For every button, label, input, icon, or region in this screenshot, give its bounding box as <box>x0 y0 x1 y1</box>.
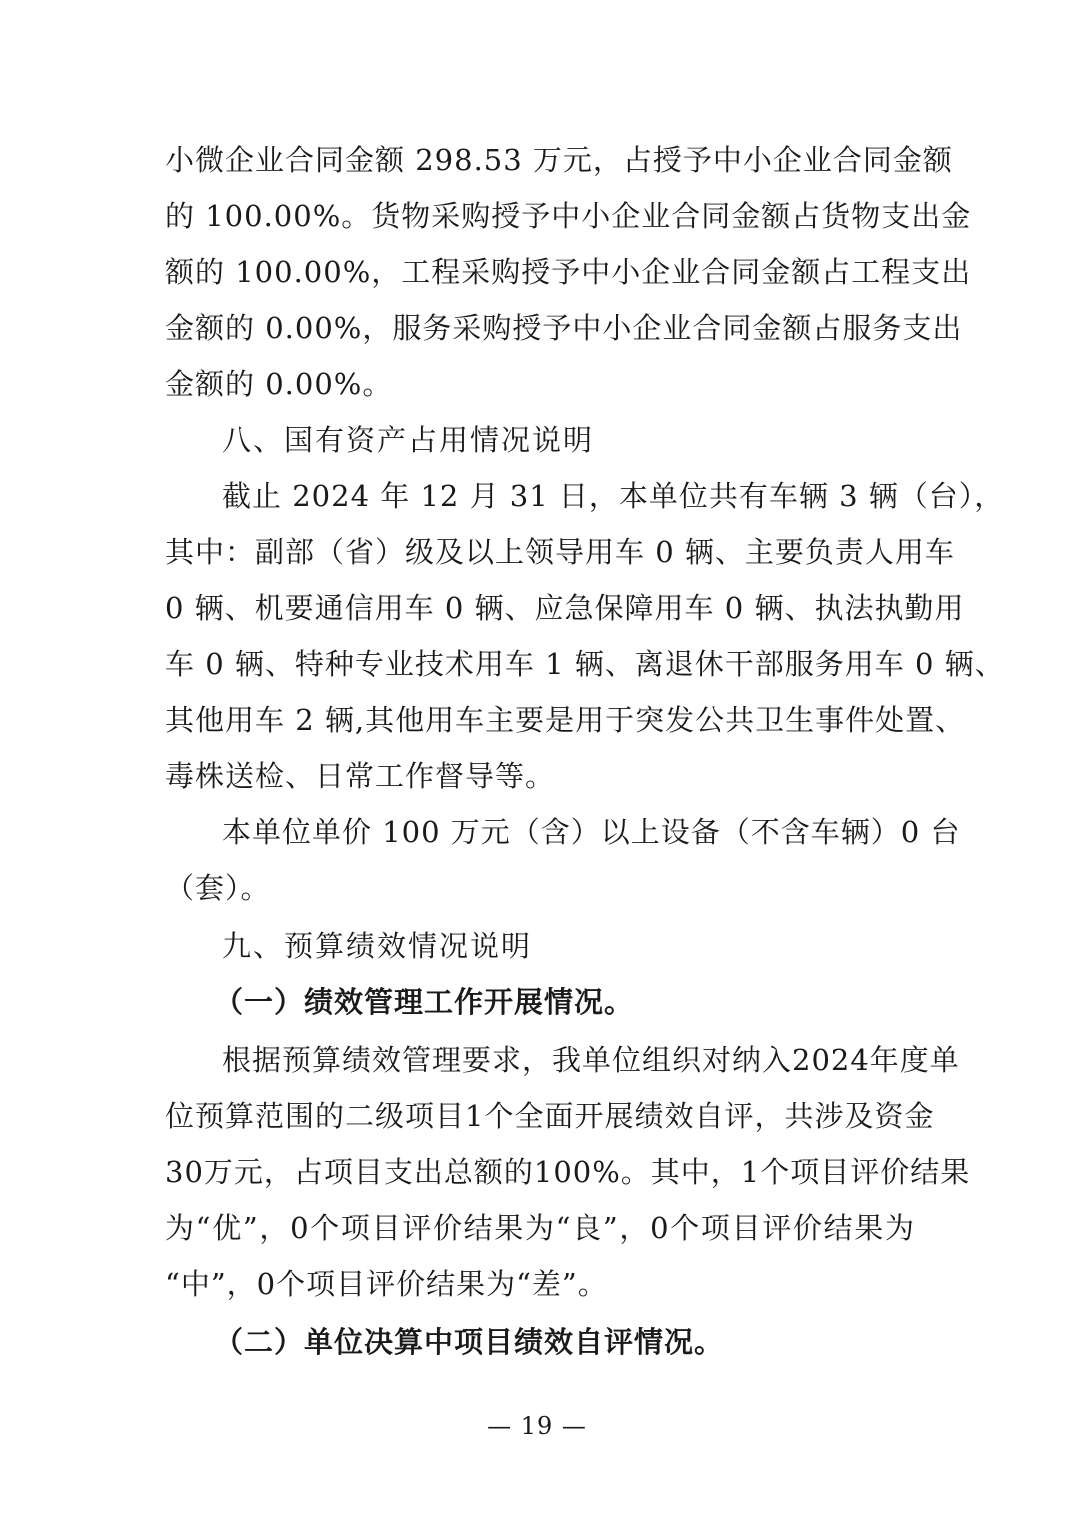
subsection-heading-self-evaluation: （二）单位决算中项目绩效自评情况。 <box>214 1325 725 1359</box>
paragraph-line: 为“优”，0个项目评价结果为“良”，0个项目评价结果为 <box>165 1211 915 1245</box>
paragraph-line: 的 100.00%。货物采购授予中小企业合同金额占货物支出金 <box>165 199 972 233</box>
section-heading-assets: 八、国有资产占用情况说明 <box>222 423 595 457</box>
paragraph-line: 金额的 0.00%，服务采购授予中小企业合同金额占服务支出 <box>165 311 963 345</box>
paragraph-line: （套）。 <box>165 871 271 905</box>
paragraph-line: 30万元，占项目支出总额的100%。其中，1个项目评价结果 <box>165 1155 971 1189</box>
paragraph-line: 金额的 0.00%。 <box>165 367 393 401</box>
paragraph-line: 小微企业合同金额 298.53 万元，占授予中小企业合同金额 <box>165 143 953 177</box>
paragraph-line: 其中：副部（省）级及以上领导用车 0 辆、主要负责人用车 <box>165 535 955 569</box>
page-number: — 19 — <box>487 1412 587 1440</box>
paragraph-line: 根据预算绩效管理要求，我单位组织对纳入2024年度单 <box>222 1043 960 1077</box>
paragraph-line: 0 辆、机要通信用车 0 辆、应急保障用车 0 辆、执法执勤用 <box>165 591 965 625</box>
paragraph-line: 位预算范围的二级项目1个全面开展绩效自评，共涉及资金 <box>165 1099 935 1133</box>
paragraph-line: 截止 2024 年 12 月 31 日，本单位共有车辆 3 辆（台）， <box>222 479 1005 513</box>
paragraph-line: 额的 100.00%，工程采购授予中小企业合同金额占工程支出 <box>165 255 972 289</box>
paragraph-line: “中”，0个项目评价结果为“差”。 <box>165 1267 608 1301</box>
paragraph-line: 毒株送检、日常工作督导等。 <box>165 759 556 793</box>
subsection-heading-management: （一）绩效管理工作开展情况。 <box>214 985 635 1019</box>
paragraph-line: 本单位单价 100 万元（含）以上设备（不含车辆）0 台 <box>222 815 961 849</box>
paragraph-line: 其他用车 2 辆,其他用车主要是用于突发公共卫生事件处置、 <box>165 703 966 737</box>
paragraph-line: 车 0 辆、特种专业技术用车 1 辆、离退休干部服务用车 0 辆、 <box>165 647 1005 681</box>
section-heading-performance: 九、预算绩效情况说明 <box>222 929 533 963</box>
